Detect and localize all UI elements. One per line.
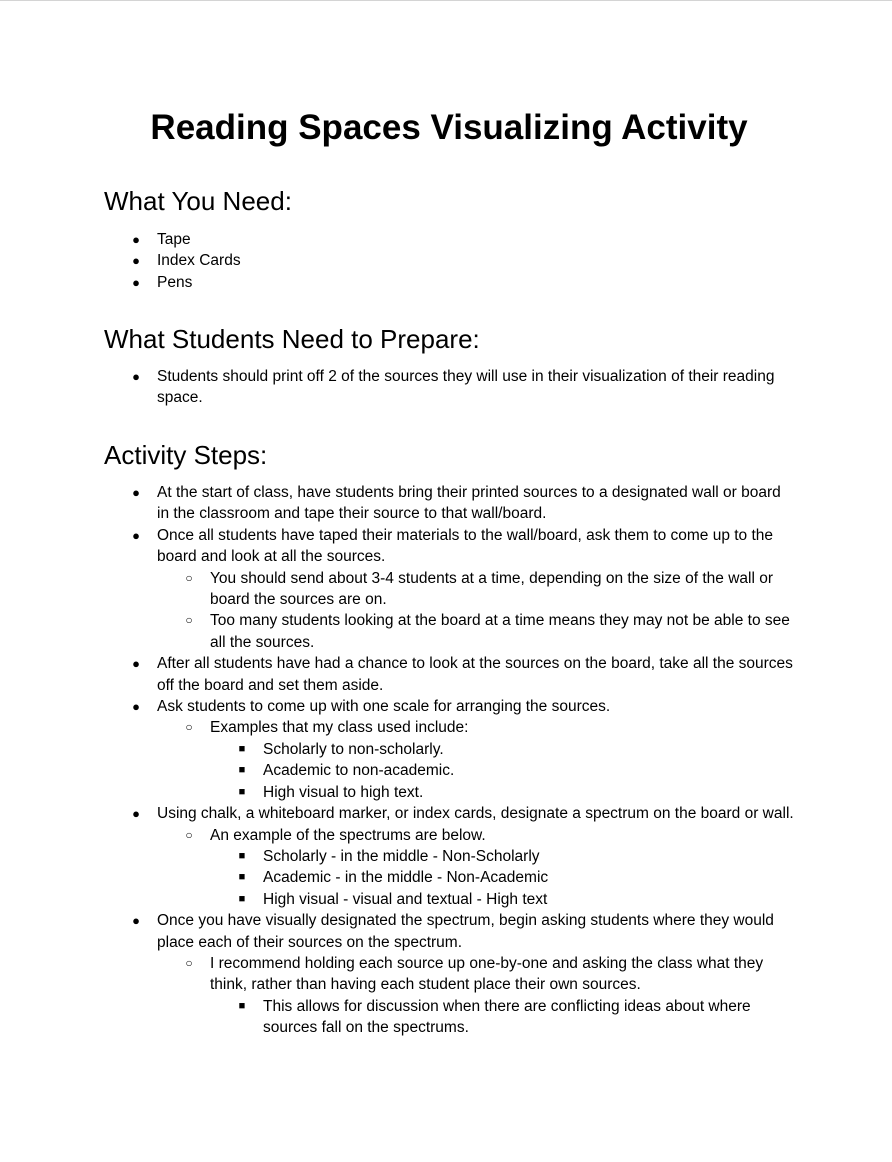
step-text: High visual - visual and textual - High text xyxy=(263,890,548,908)
step-subitem xyxy=(104,610,794,653)
bullet-icon: ● xyxy=(132,656,140,672)
square-bullet-icon: ■ xyxy=(238,764,246,777)
step-item xyxy=(104,653,794,696)
square-bullet-icon: ■ xyxy=(238,871,246,884)
students-prepare-heading: What Students Need to Prepare: xyxy=(104,324,480,354)
step-item xyxy=(104,803,794,824)
step-subsubitem xyxy=(104,760,794,781)
square-bullet-icon: ■ xyxy=(238,785,246,798)
step-item xyxy=(104,910,794,953)
what-you-need-list xyxy=(104,229,794,293)
hollow-circle-bullet-icon: ○ xyxy=(185,827,193,842)
step-subsubitem xyxy=(104,846,794,867)
step-text: This allows for discussion when there are conflicting ideas about where sources fall on the spectrums. xyxy=(263,997,751,1037)
bullet-icon: ● xyxy=(132,485,140,500)
square-bullet-icon: ■ xyxy=(238,849,246,862)
step-text: You should send about 3-4 students at a time, depending on the size of the wall or board the sources are on. xyxy=(210,569,773,609)
step-text: An example of the spectrums are below. xyxy=(210,826,486,844)
square-bullet-icon: ■ xyxy=(238,999,246,1012)
list-item-text: Students should print off 2 of the sources they will use in their visualization of their reading space. xyxy=(157,368,775,407)
document-title: Reading Spaces Visualizing Activity xyxy=(150,108,748,147)
step-subsubitem xyxy=(104,996,794,1039)
hollow-circle-bullet-icon: ○ xyxy=(185,613,193,628)
step-text: Too many students looking at the board at a time means they may not be able to see all the sources. xyxy=(210,612,790,651)
step-text: Ask students to come up with one scale for arranging the sources. xyxy=(157,698,611,716)
step-text: Scholarly to non-scholarly. xyxy=(263,740,444,758)
list-item xyxy=(104,250,794,271)
list-item xyxy=(104,229,794,250)
step-text: High visual to high text. xyxy=(263,783,424,801)
bullet-icon: ● xyxy=(132,527,140,543)
page-top-border xyxy=(0,0,892,1)
step-subitem xyxy=(104,953,794,996)
step-subitem xyxy=(104,825,794,846)
bullet-icon: ● xyxy=(132,699,140,715)
list-item-text: Pens xyxy=(157,273,193,291)
step-text: At the start of class, have students bring their printed sources to a designated wall or board in the classroom and tape their source to that wall/board. xyxy=(157,484,781,523)
step-text: I recommend holding each source up one-by-one and asking the class what they think, rather than having each student place their own sources. xyxy=(210,954,764,994)
hollow-circle-bullet-icon: ○ xyxy=(185,720,193,735)
step-text: Academic to non-academic. xyxy=(263,762,455,780)
bullet-icon: ● xyxy=(132,232,140,247)
step-item xyxy=(104,482,794,525)
bullet-icon: ● xyxy=(132,369,140,384)
list-item-text: Tape xyxy=(157,231,191,248)
hollow-circle-bullet-icon: ○ xyxy=(185,955,193,970)
step-subitem xyxy=(104,717,794,738)
step-text: Once you have visually designated the spectrum, begin asking students where they would place each of their sources on the spectrum. xyxy=(157,912,774,951)
list-item xyxy=(104,366,794,409)
list-item xyxy=(104,272,794,293)
bullet-icon: ● xyxy=(132,913,140,929)
square-bullet-icon: ■ xyxy=(238,742,246,755)
step-subsubitem xyxy=(104,782,794,803)
bullet-icon: ● xyxy=(132,253,140,269)
what-you-need-heading: What You Need: xyxy=(104,186,292,216)
bullet-icon: ● xyxy=(132,274,140,290)
step-text: Scholarly - in the middle - Non-Scholarly xyxy=(263,847,540,865)
step-subitem xyxy=(104,568,794,611)
step-text: Once all students have taped their materials to the wall/board, ask them to come up to the board and look at all the sources. xyxy=(157,526,774,566)
step-subsubitem xyxy=(104,739,794,760)
hollow-circle-bullet-icon: ○ xyxy=(185,570,193,585)
students-prepare-list xyxy=(104,366,794,409)
step-text: Using chalk, a whiteboard marker, or index cards, designate a spectrum on the board or wall. xyxy=(157,805,794,823)
bullet-icon: ● xyxy=(132,806,140,822)
step-item xyxy=(104,696,794,717)
list-item-text: Index Cards xyxy=(157,252,241,270)
step-item xyxy=(104,525,794,568)
step-text: After all students have had a chance to look at the sources on the board, take all the sources off the board and set them aside. xyxy=(157,655,793,694)
step-subsubitem xyxy=(104,867,794,888)
activity-steps-list xyxy=(104,482,794,1039)
step-text: Examples that my class used include: xyxy=(210,719,469,737)
step-text: Academic - in the middle - Non-Academic xyxy=(263,869,549,887)
square-bullet-icon: ■ xyxy=(238,892,246,905)
activity-steps-heading: Activity Steps: xyxy=(104,440,268,470)
step-subsubitem xyxy=(104,889,794,910)
